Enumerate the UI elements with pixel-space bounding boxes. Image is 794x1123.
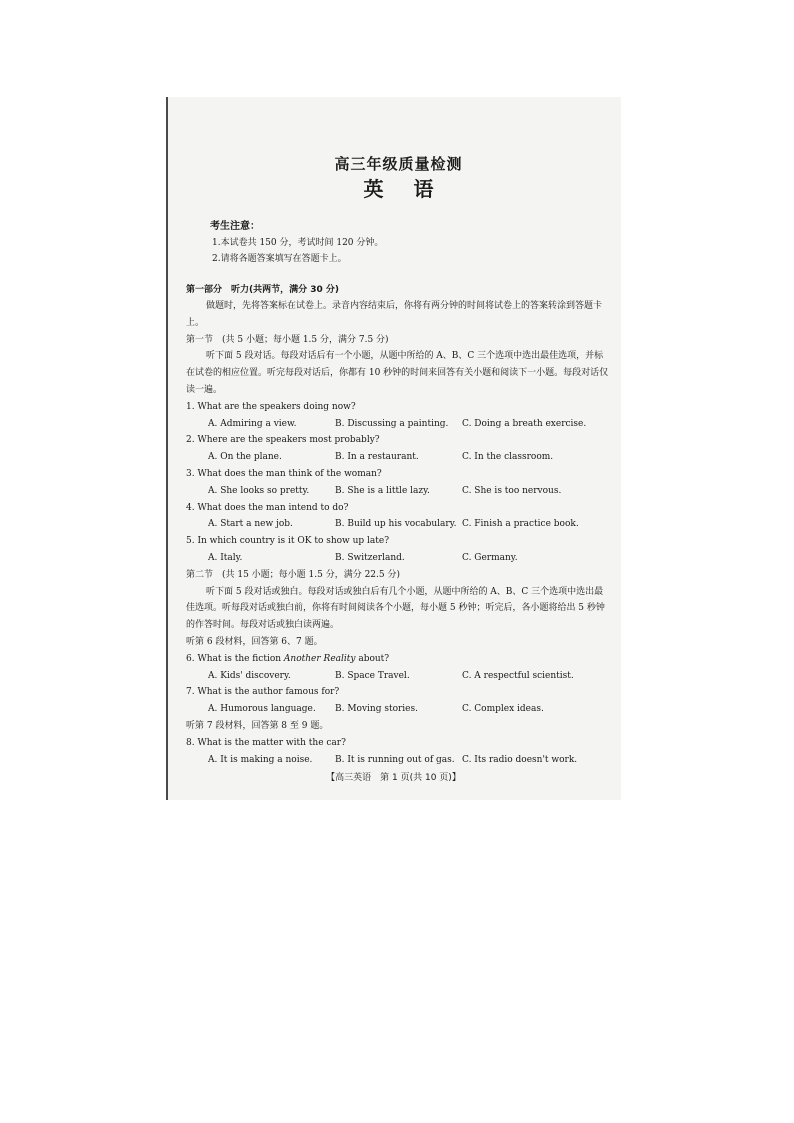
option-c: C. Doing a breath exercise. <box>462 418 587 429</box>
option-a: A. Start a new job. <box>208 519 293 530</box>
option-b: B. Switzerland. <box>335 552 405 563</box>
option-c: C. Complex ideas. <box>462 704 544 715</box>
option-c: C. A respectful scientist. <box>462 670 574 681</box>
question-4: 4. What does the man intend to do? <box>186 502 349 513</box>
question-6-post: about? <box>355 653 390 664</box>
section2-instructions: 听下面 5 段对话或独白。每段对话或独白后有几个小题，从题中所给的 A、B、C 三个选项中选出最佳选项。听每段对话或独白前，你将有时间阅读各个小题，每小题 5 秒钟；听完后，各小题将给出 5 秒钟的作答时间。每段对话或独白读两遍。 <box>186 586 605 631</box>
option-a: A. On the plane. <box>208 452 282 463</box>
option-b: B. In a restaurant. <box>335 452 419 463</box>
option-c: C. In the classroom. <box>462 452 554 463</box>
question-8: 8. What is the matter with the car? <box>186 737 346 748</box>
option-a: A. She looks so pretty. <box>208 485 310 496</box>
notice-item: 1.本试卷共 150 分，考试时间 120 分钟。 <box>212 238 384 248</box>
option-a: A. Admiring a view. <box>208 418 297 429</box>
question-5: 5. In which country is it OK to show up late? <box>186 536 390 547</box>
question-1: 1. What are the speakers doing now? <box>186 401 356 412</box>
question-6-pre: 6. What is the fiction <box>186 653 284 664</box>
option-b: B. Discussing a painting. <box>335 418 449 429</box>
page-footer: 【高三英语 第 1 页(共 10 页)】 <box>326 773 461 783</box>
section1-instructions: 听下面 5 段对话。每段对话后有一个小题，从题中所给的 A、B、C 三个选项中选出最佳选项，并标在试卷的相应位置。听完每段对话后，你都有 10 秒钟的时间来回答有关小题和阅读下一小题。每段对话仅读一遍。 <box>186 351 609 395</box>
section1-heading: 第一节 (共 5 小题；每小题 1.5 分，满分 7.5 分) <box>186 334 389 345</box>
option-a: A. It is making a noise. <box>208 754 313 765</box>
part1-intro: 做题时，先将答案标在试卷上。录音内容结束后，你将有两分钟的时间将试卷上的答案转涂到答题卡上。 <box>186 301 603 328</box>
material-7-note: 听第 7 段材料，回答第 8 至 9 题。 <box>186 720 329 731</box>
option-c: C. She is too nervous. <box>462 485 562 496</box>
question-7: 7. What is the author famous for? <box>186 687 340 698</box>
exam-subject: 英语 <box>363 177 464 201</box>
notice-heading: 考生注意： <box>210 221 260 232</box>
option-c: C. Finish a practice book. <box>462 519 579 530</box>
binding-line <box>166 97 168 800</box>
options-3 <box>186 483 611 500</box>
option-c: C. Germany. <box>462 552 518 563</box>
options-4 <box>186 516 611 533</box>
exam-content <box>186 155 611 768</box>
options-8 <box>186 752 611 769</box>
options-1 <box>186 416 611 433</box>
notice-block <box>210 219 611 267</box>
question-3: 3. What does the man think of the woman? <box>186 468 382 479</box>
option-c: C. Its radio doesn't work. <box>462 754 578 765</box>
option-b: B. She is a little lazy. <box>335 485 430 496</box>
options-6 <box>186 668 611 685</box>
option-b: B. Build up his vocabulary. <box>335 519 457 530</box>
notice-item: 2.请将各题答案填写在答题卡上。 <box>212 254 347 264</box>
options-5 <box>186 550 611 567</box>
question-6 <box>186 651 611 668</box>
option-b: B. Space Travel. <box>335 670 410 681</box>
question-2: 2. Where are the speakers most probably? <box>186 435 380 446</box>
options-2 <box>186 449 611 466</box>
fiction-title: Another Reality <box>283 653 356 664</box>
options-7 <box>186 701 611 718</box>
option-a: A. Humorous language. <box>208 704 316 715</box>
part1-heading: 第一部分 听力(共两节，满分 30 分) <box>186 285 340 295</box>
option-b: B. Moving stories. <box>335 704 418 715</box>
section2-heading: 第二节 (共 15 小题；每小题 1.5 分，满分 22.5 分) <box>186 569 400 580</box>
exam-title: 高三年级质量检测 <box>334 155 463 173</box>
option-b: B. It is running out of gas. <box>335 754 455 765</box>
option-a: A. Kids' discovery. <box>208 670 291 681</box>
option-a: A. Italy. <box>208 552 243 563</box>
material-6-note: 听第 6 段材料，回答第 6、7 题。 <box>186 636 323 647</box>
